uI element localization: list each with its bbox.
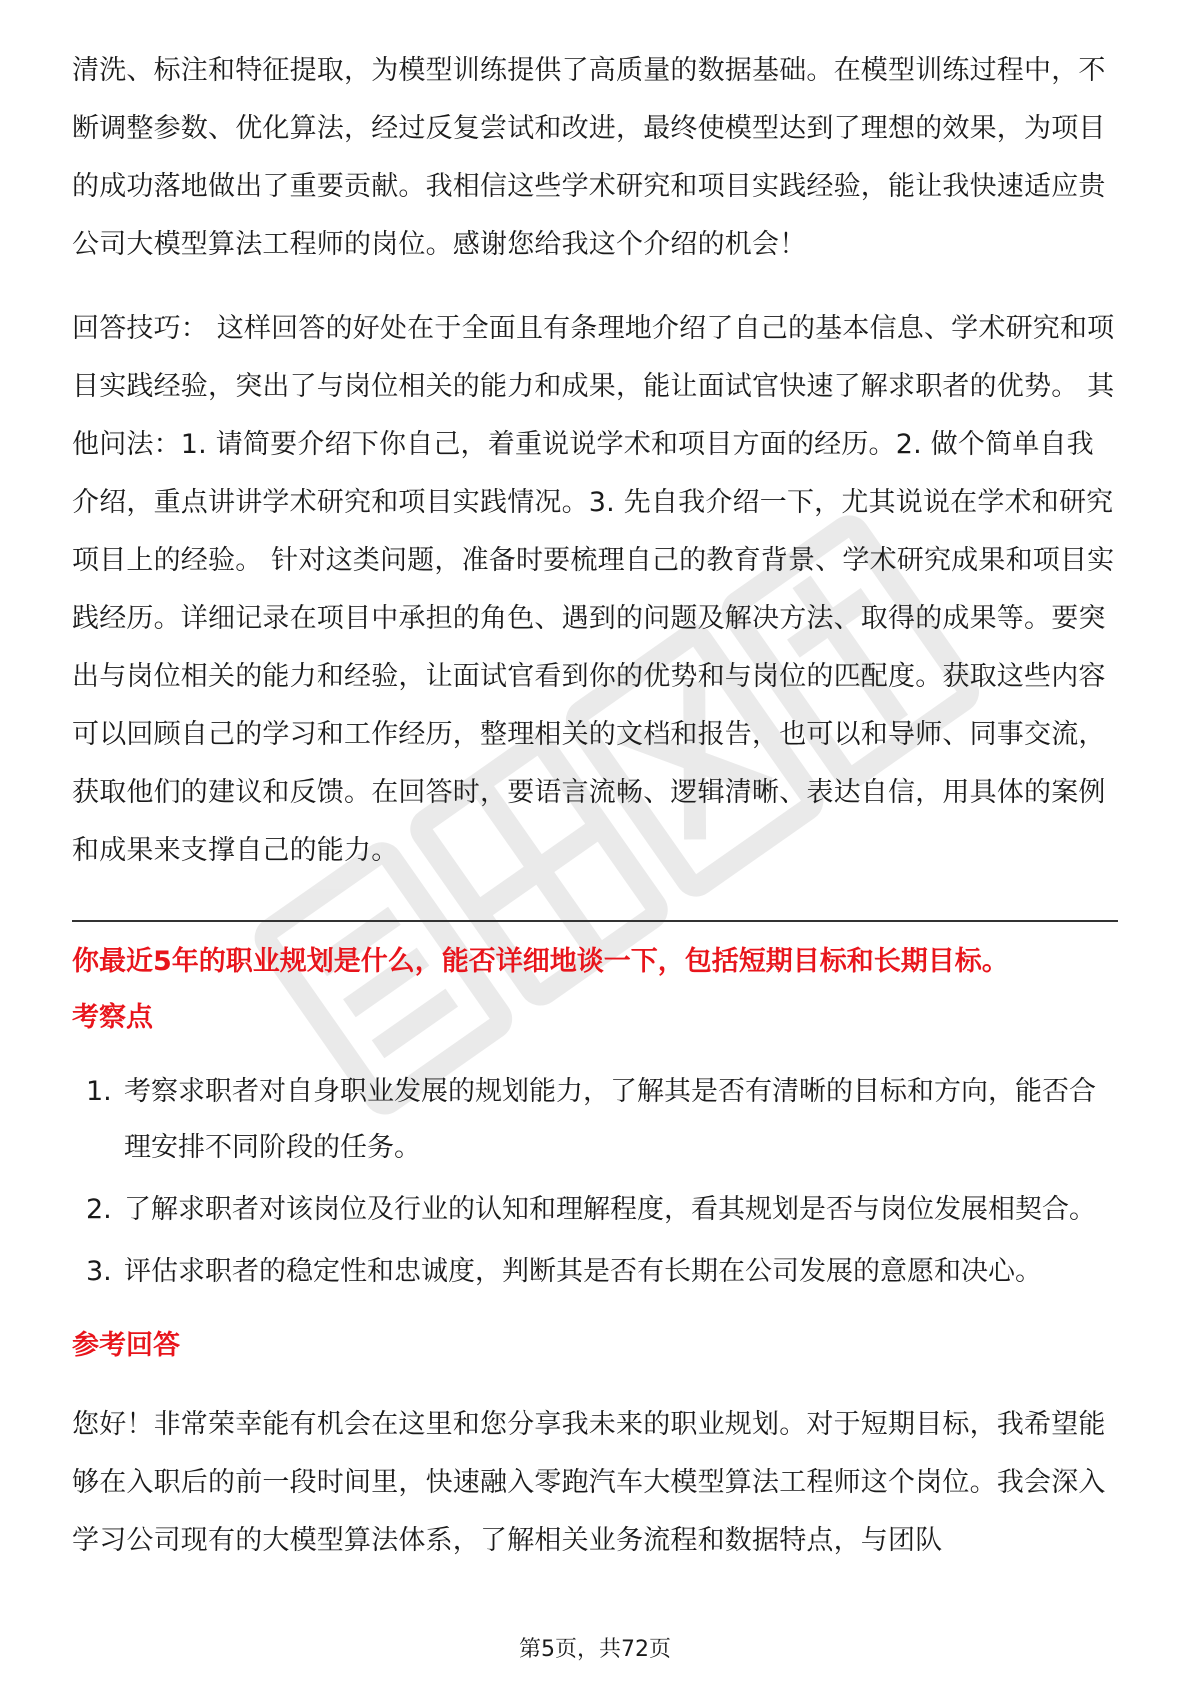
main-content [72, 42, 1118, 1570]
exam-points-heading: 考察点 [72, 1002, 153, 1033]
question-title: 你最近5年的职业规划是什么，能否详细地谈一下，包括短期目标和长期目标。 [72, 946, 1009, 977]
list-item-number: 2. [86, 1194, 112, 1225]
list-item-text: 了解求职者对该岗位及行业的认知和理解程度，看其规划是否与岗位发展相契合。 [124, 1194, 1096, 1225]
section-divider [72, 920, 1118, 922]
reference-answer-heading: 参考回答 [72, 1330, 180, 1361]
list-item-text: 考察求职者对自身职业发展的规划能力，了解其是否有清晰的目标和方向，能否合理安排不同阶段的任务。 [124, 1076, 1096, 1163]
answer-tips-paragraph: 回答技巧： 这样回答的好处在于全面且有条理地介绍了自己的基本信息、学术研究和项目实践经验，突出了与岗位相关的能力和成果，能让面试官快速了解求职者的优势。 其他问法：1. 请简要介绍下你自己，着重说说学术和项目方面的经历。2. 做个简单自我介绍，重点讲讲学术研究和项目实践情况。3. 先自我介绍一下，尤其说说在学术和研究项目上的经验。 针对这类问题，准备时要梳理自己的教育背景、学术研究成果和项目实践经历。详细记录在项目中承担的角色、遇到的问题及解决方法、取得的成果等。要突出与岗位相关的能力和经验，让面试官看到你的优势和与岗位的匹配度。获取这些内容可以回顾自己的学习和工作经历，整理相关的文档和报告，也可以和导师、同事交流，获取他们的建议和反馈。在回答时，要语言流畅、逻辑清晰、表达自信，用具体的案例和成果来支撑自己的能力。 [72, 313, 1115, 866]
list-item [72, 1064, 1118, 1176]
list-item [72, 1244, 1118, 1300]
list-item [72, 1182, 1118, 1238]
page-number-footer: 第5页，共72页 [519, 1637, 671, 1662]
reference-answer-text: 您好！非常荣幸能有机会在这里和您分享我未来的职业规划。对于短期目标，我希望能够在入职后的前一段时间里，快速融入零跑汽车大模型算法工程师这个岗位。我会深入学习公司现有的大模型算法体系，了解相关业务流程和数据特点，与团队 [72, 1409, 1106, 1556]
intro-paragraph: 清洗、标注和特征提取，为模型训练提供了高质量的数据基础。在模型训练过程中，不断调整参数、优化算法，经过反复尝试和改进，最终使模型达到了理想的效果，为项目的成功落地做出了重要贡献。我相信这些学术研究和项目实践经验，能让我快速适应贵公司大模型算法工程师的岗位。感谢您给我这个介绍的机会！ [72, 55, 1106, 260]
exam-points-list [72, 1064, 1118, 1300]
list-item-number: 1. [86, 1076, 112, 1107]
list-item-number: 3. [86, 1256, 112, 1287]
list-item-text: 评估求职者的稳定性和忠诚度，判断其是否有长期在公司发展的意愿和决心。 [124, 1256, 1042, 1287]
